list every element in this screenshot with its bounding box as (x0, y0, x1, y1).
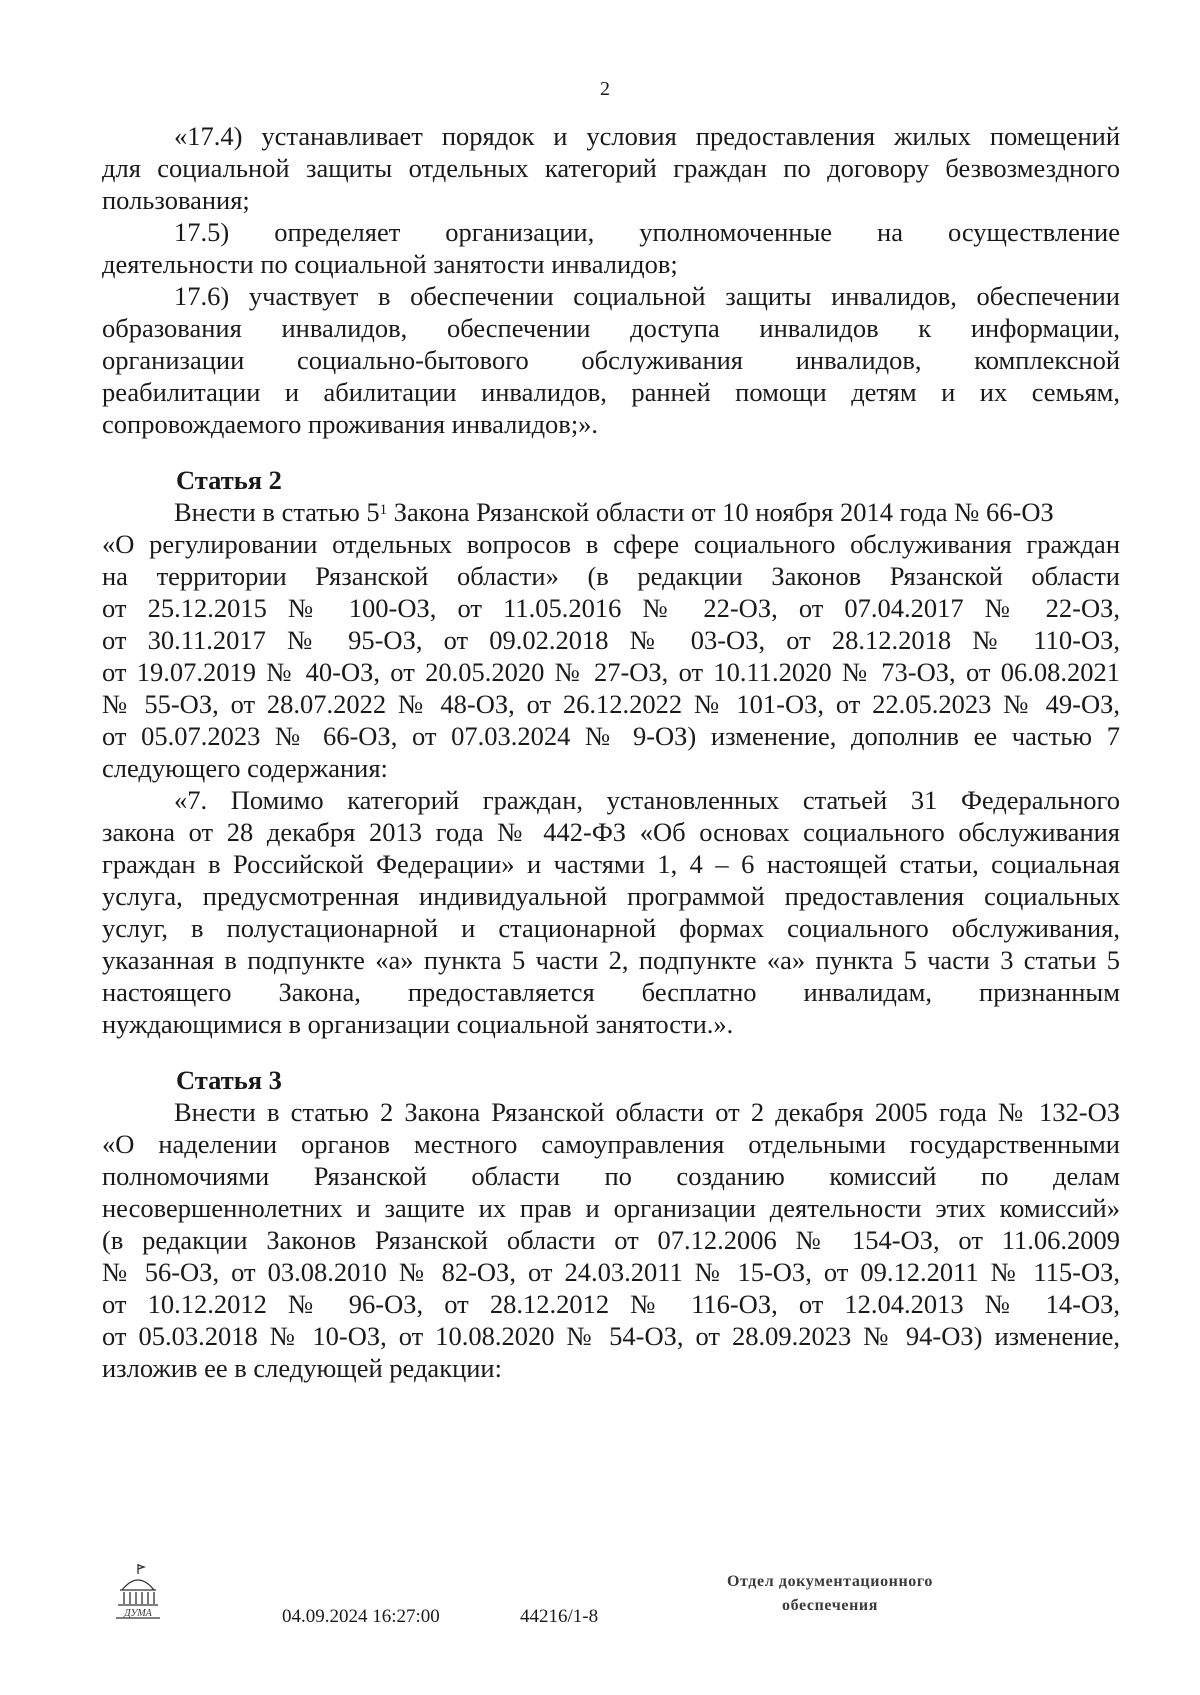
text-line: (в редакции Законов Рязанской области от 07.12.2006 № 154-ОЗ, от 11.06.2009 (102, 1225, 1120, 1255)
text-line: от 30.11.2017 № 95-ОЗ, от 09.02.2018 № 03-ОЗ, от 28.12.2018 № 110-ОЗ, (102, 625, 1120, 655)
text-line: настоящего Закона, предоставляется бесплатно инвалидам, признанным (102, 977, 1120, 1007)
text-line: изложив ее в следующей редакции: (102, 1353, 502, 1383)
logo-text: ДУМА (124, 1608, 152, 1619)
text-line: 17.6) участвует в обеспечении социальной защиты инвалидов, обеспечении (174, 281, 1120, 311)
footer-datetime: 04.09.2024 16:27:00 (282, 1606, 440, 1627)
text-line: следующего содержания: (102, 753, 388, 783)
text-line: № 55-ОЗ, от 28.07.2022 № 48-ОЗ, от 26.12.2022 № 101-ОЗ, от 22.05.2023 № 49-ОЗ, (102, 689, 1120, 719)
text-fragment: Закона Рязанской области от 10 ноября 2014 года № 66-ОЗ (387, 497, 1054, 527)
text-line: указанная в подпункте «а» пункта 5 части 2, подпункте «а» пункта 5 части 3 статьи 5 (102, 945, 1120, 975)
text-line: деятельности по социальной занятости инвалидов; (102, 249, 678, 279)
stamp-line: обеспечения (782, 1597, 878, 1614)
text-line: 17.5) определяет организации, уполномоченные на осуществление (174, 217, 1120, 247)
text-line (174, 496, 1120, 528)
footer-registration-number: 44216/1-8 (520, 1606, 599, 1627)
text-line: нуждающимися в организации социальной занятости.». (102, 1009, 734, 1039)
text-line: на территории Рязанской области» (в редакции Законов Рязанской области (102, 561, 1120, 591)
text-line: образования инвалидов, обеспечении доступа инвалидов к информации, (102, 313, 1120, 343)
text-line: «О регулировании отдельных вопросов в сфере социального обслуживания граждан (102, 529, 1120, 559)
text-line: сопровождаемого проживания инвалидов;». (102, 409, 599, 439)
duma-logo-icon (112, 1562, 164, 1624)
stamp-line: Отдел документационного (727, 1573, 933, 1590)
text-line: реабилитации и абилитации инвалидов, ранней помощи детям и их семьям, (102, 377, 1120, 407)
text-line: закона от 28 декабря 2013 года № 442-ФЗ «Об основах социального обслуживания (102, 817, 1120, 847)
text-line: от 05.07.2023 № 66-ОЗ, от 07.03.2024 № 9-ОЗ) изменение, дополнив ее частью 7 (102, 721, 1120, 751)
page-number: 2 (600, 78, 610, 100)
text-line: граждан в Российской Федерации» и частями 1, 4 – 6 настоящей статьи, социальная (102, 849, 1120, 879)
text-line: Внести в статью 2 Закона Рязанской области от 2 декабря 2005 года № 132-ОЗ (174, 1097, 1120, 1127)
text-line: от 19.07.2019 № 40-ОЗ, от 20.05.2020 № 27-ОЗ, от 10.11.2020 № 73-ОЗ, от 06.08.2021 (102, 657, 1120, 687)
text-line: от 10.12.2012 № 96-ОЗ, от 28.12.2012 № 116-ОЗ, от 12.04.2013 № 14-ОЗ, (102, 1289, 1120, 1319)
text-line: от 25.12.2015 № 100-ОЗ, от 11.05.2016 № 22-ОЗ, от 07.04.2017 № 22-ОЗ, (102, 593, 1120, 623)
text-line: для социальной защиты отдельных категорий граждан по договору безвозмездного (102, 153, 1120, 183)
text-line: «7. Помимо категорий граждан, установленных статьей 31 Федерального (174, 785, 1120, 815)
superscript: 1 (379, 502, 388, 518)
text-line: от 05.03.2018 № 10-ОЗ, от 10.08.2020 № 54-ОЗ, от 28.09.2023 № 94-ОЗ) изменение, (102, 1321, 1120, 1351)
text-line: полномочиями Рязанской области по созданию комиссий по делам (102, 1161, 1120, 1191)
text-line: организации социально-бытового обслуживания инвалидов, комплексной (102, 345, 1120, 375)
article-heading: Статья 3 (176, 1065, 282, 1095)
text-fragment: Внести в статью 5 (174, 497, 380, 527)
text-line: пользования; (102, 185, 250, 215)
text-line: услуг, в полустационарной и стационарной формах социального обслуживания, (102, 913, 1120, 943)
text-line: несовершеннолетних и защите их прав и организации деятельности этих комиссий» (102, 1193, 1120, 1223)
text-line: услуга, предусмотренная индивидуальной программой предоставления социальных (102, 881, 1120, 911)
text-line: № 56-ОЗ, от 03.08.2010 № 82-ОЗ, от 24.03.2011 № 15-ОЗ, от 09.12.2011 № 115-ОЗ, (102, 1257, 1120, 1287)
article-heading: Статья 2 (176, 465, 282, 495)
department-stamp (695, 1570, 965, 1618)
text-line: «17.4) устанавливает порядок и условия предоставления жилых помещений (174, 121, 1120, 151)
text-line: «О наделении органов местного самоуправления отдельными государственными (102, 1129, 1120, 1159)
